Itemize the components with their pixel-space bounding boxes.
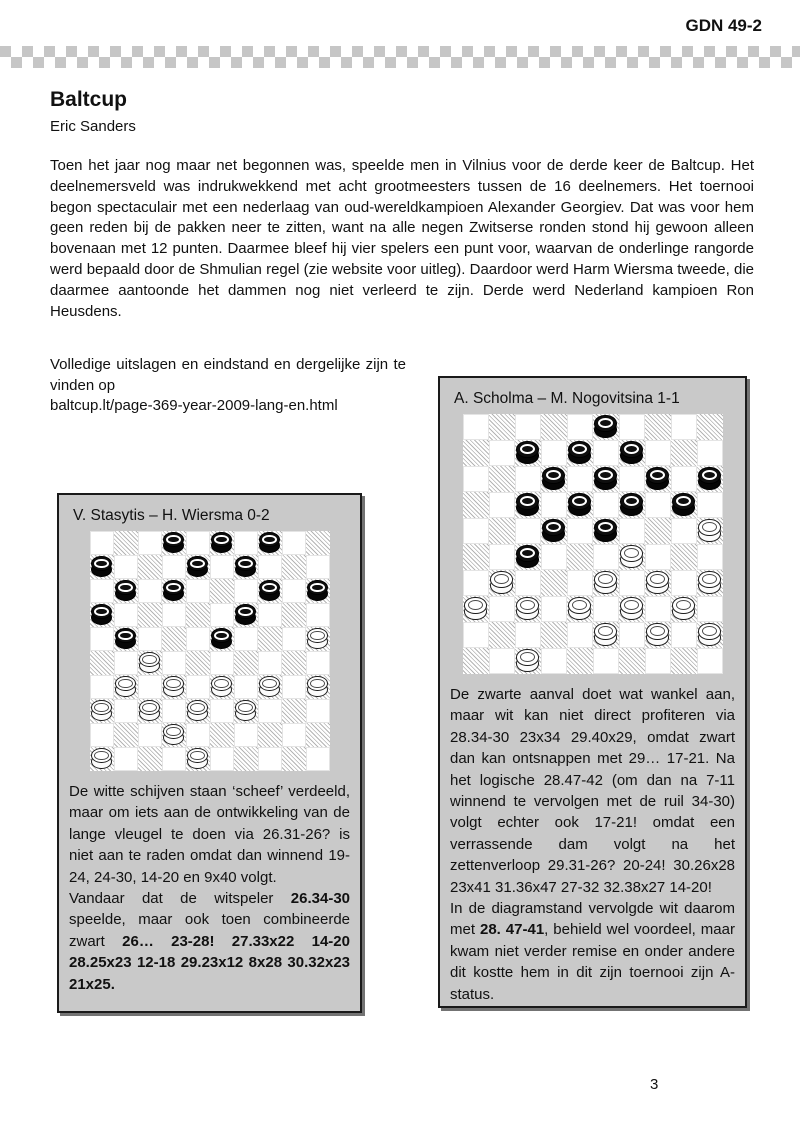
white-draughts-piece [594,623,616,646]
black-draughts-piece [594,467,616,490]
board-light-square [282,531,306,555]
board-dark-square [186,603,210,627]
board-light-square [463,466,489,492]
board-dark-square [567,492,593,518]
board-dark-square [645,466,671,492]
board-light-square [489,648,515,674]
board-dark-square [515,492,541,518]
board-light-square [541,544,567,570]
board-light-square [619,518,645,544]
board-light-square [541,492,567,518]
board-dark-square [258,579,282,603]
black-draughts-piece [568,493,590,516]
board-light-square [567,622,593,648]
board-light-square [114,699,138,723]
board-dark-square [671,648,697,674]
board-light-square [463,414,489,440]
board-light-square [114,747,138,771]
board-dark-square [258,675,282,699]
black-draughts-piece [542,467,564,490]
board-light-square [593,440,619,466]
board-light-square [186,579,210,603]
board-dark-square [162,627,186,651]
white-draughts-piece [91,748,112,769]
board-light-square [645,440,671,466]
board-dark-square [463,440,489,466]
board-dark-square [162,531,186,555]
board-dark-square [619,596,645,622]
board-dark-square [489,414,515,440]
article-author: Eric Sanders [50,118,136,135]
board-light-square [671,570,697,596]
board-dark-square [593,518,619,544]
black-draughts-piece [516,493,538,516]
board-light-square [671,414,697,440]
board-light-square [234,627,258,651]
board-dark-square [697,518,723,544]
board-light-square [234,531,258,555]
board-dark-square [114,723,138,747]
draughts-board [463,414,723,674]
board-dark-square [515,648,541,674]
board-dark-square [671,544,697,570]
white-draughts-piece [307,628,328,649]
board-light-square [619,570,645,596]
board-dark-square [258,531,282,555]
black-draughts-piece [516,545,538,568]
board-light-square [567,518,593,544]
white-draughts-piece [516,649,538,672]
results-note: Volledige uitslagen en eindstand en dergelijke zijn te vinden op [50,356,406,394]
board-light-square [619,622,645,648]
white-draughts-piece [211,676,232,697]
white-draughts-piece [698,623,720,646]
board-light-square [489,544,515,570]
board-light-square [186,627,210,651]
board-dark-square [619,440,645,466]
board-dark-square [697,414,723,440]
board-dark-square [463,544,489,570]
board-dark-square [463,596,489,622]
board-dark-square [258,627,282,651]
board-dark-square [234,699,258,723]
white-draughts-piece [490,571,512,594]
board-dark-square [258,723,282,747]
board-dark-square [671,492,697,518]
board-light-square [138,675,162,699]
black-draughts-piece [646,467,668,490]
black-draughts-piece [115,580,136,601]
issue-label: GDN 49-2 [685,16,762,35]
board-dark-square [697,622,723,648]
black-draughts-piece [594,519,616,542]
board-dark-square [282,555,306,579]
board-dark-square [210,675,234,699]
board-dark-square [463,648,489,674]
board-dark-square [114,531,138,555]
board-dark-square [593,414,619,440]
board-light-square [186,531,210,555]
white-draughts-piece [163,724,184,745]
board-dark-square [645,570,671,596]
board-light-square [306,699,330,723]
board-light-square [258,555,282,579]
results-link: baltcup.lt/page-369-year-2009-lang-en.html [50,397,338,414]
black-draughts-piece [516,441,538,464]
board-light-square [671,518,697,544]
diagram-analysis [69,781,350,995]
black-draughts-piece [91,604,112,625]
board-light-square [90,579,114,603]
board-light-square [515,622,541,648]
board-dark-square [567,648,593,674]
board-dark-square [489,466,515,492]
board-dark-square [541,570,567,596]
diagram-analysis [450,684,735,1005]
board-dark-square [234,651,258,675]
board-dark-square [90,555,114,579]
board-dark-square [114,579,138,603]
board-dark-square [282,747,306,771]
board-dark-square [282,699,306,723]
board-dark-square [138,699,162,723]
board-light-square [567,570,593,596]
diagram-title: V. Stasytis – H. Wiersma 0-2 [73,507,270,524]
white-draughts-piece [187,748,208,769]
board-light-square [186,675,210,699]
diagram-box-stasytis-wiersma [57,493,362,1013]
board-dark-square [593,466,619,492]
board-light-square [234,723,258,747]
diagram-title: A. Scholma – M. Nogovitsina 1-1 [454,390,680,407]
board-dark-square [645,518,671,544]
black-draughts-piece [163,580,184,601]
board-light-square [671,622,697,648]
board-light-square [138,723,162,747]
board-dark-square [186,555,210,579]
board-light-square [234,579,258,603]
board-dark-square [162,579,186,603]
board-light-square [463,570,489,596]
board-light-square [210,603,234,627]
black-draughts-piece [620,493,642,516]
board-light-square [593,492,619,518]
white-draughts-piece [646,571,668,594]
white-draughts-piece [163,676,184,697]
white-draughts-piece [698,571,720,594]
white-draughts-piece [620,545,642,568]
board-light-square [210,699,234,723]
board-light-square [210,747,234,771]
board-light-square [306,747,330,771]
intro-paragraph: Toen het jaar nog maar net begonnen was, speelde men in Vilnius voor de derde keer de Baltcup. Het deelnemersveld was indrukwekkend met acht grootmeesters tussen de 16 deelnemers. Het toernooi begon spectaculair met een nederlaag van oud-wereldkampioen Alexander Georgiev. Dat was voor hem geen reden bij de pakken neer te zitten, want na alle negen Zwitserse ronden stond hij gewoon alleen bovenaan met 12 punten. Daarmee bleef hij vier spelers een punt voor, waarvan de onderlinge rangorde werd bepaald door de Shmulian regel (zie website voor uitleg). Daardoor werd Harm Wiersma tweede, die daarmee aantoonde het dammen nog niet verleerd te zijn. Derde werd Nederland kampioen Ron Heusdens. [50,157,754,320]
board-light-square [697,492,723,518]
board-dark-square [619,648,645,674]
white-draughts-piece [568,597,590,620]
board-light-square [210,555,234,579]
board-light-square [114,555,138,579]
board-dark-square [210,723,234,747]
board-dark-square [489,518,515,544]
analysis-paragraph: In de diagramstand vervolgde wit daarom met 28. 47-41, behield wel voordeel, maar kwam niet verder remise en onder andere dit kostte hem in dit zijn toernooi zijn A-status. [450,900,735,1003]
board-dark-square [515,440,541,466]
board-dark-square [463,492,489,518]
board-dark-square [306,675,330,699]
white-draughts-piece [91,700,112,721]
board-light-square [186,723,210,747]
board-dark-square [186,699,210,723]
board-light-square [463,518,489,544]
white-draughts-piece [259,676,280,697]
board-dark-square [593,622,619,648]
white-draughts-piece [620,597,642,620]
board-light-square [541,440,567,466]
board-dark-square [541,622,567,648]
white-draughts-piece [235,700,256,721]
board-dark-square [541,466,567,492]
board-dark-square [114,675,138,699]
board-light-square [489,440,515,466]
board-light-square [619,466,645,492]
board-dark-square [697,570,723,596]
board-dark-square [306,531,330,555]
board-light-square [162,651,186,675]
board-light-square [645,596,671,622]
board-light-square [515,466,541,492]
board-dark-square [162,675,186,699]
board-dark-square [489,622,515,648]
board-dark-square [90,699,114,723]
board-light-square [697,596,723,622]
analysis-paragraph: De zwarte aanval doet wat wankel aan, maar wit kan niet direct profiteren via 28.34-30 23x34 29.40x29, omdat zwart dan kan ontsnappen met 29… 17-21. Na het logische 28.47-42 (om dan na 7-11 winnend te vervolgen met de ruil 34-30) volgt echter ook 17-21! omdat een verrassende dam volgt na het zettenverloop 29.31-26? 20-24! 30.26x28 23x41 31.36x47 27-32 32.38x27 14-20! [450,686,735,896]
analysis-paragraph: Vandaar dat de witspeler 26.34-30 speelde, maar ook toen combineerde zwart 26… 23-28! 27.33x22 14-20 28.25x23 12-18 29.23x12 8x28 30.32x23 21x25. [69,890,350,993]
board-dark-square [671,440,697,466]
board-dark-square [210,627,234,651]
board-light-square [593,648,619,674]
board-dark-square [306,579,330,603]
board-dark-square [138,603,162,627]
board-light-square [162,603,186,627]
board-light-square [162,699,186,723]
board-light-square [90,723,114,747]
black-draughts-piece [235,604,256,625]
board-dark-square [282,603,306,627]
board-light-square [282,675,306,699]
board-dark-square [186,651,210,675]
board-light-square [567,414,593,440]
black-draughts-piece [91,556,112,577]
board-light-square [645,492,671,518]
board-dark-square [234,603,258,627]
board-light-square [114,651,138,675]
white-draughts-piece [646,623,668,646]
checker-band-decoration [0,46,800,68]
draughts-board [90,531,330,771]
board-dark-square [671,596,697,622]
board-light-square [282,627,306,651]
black-draughts-piece [568,441,590,464]
board-light-square [258,747,282,771]
black-draughts-piece [163,532,184,553]
board-dark-square [138,555,162,579]
board-light-square [258,651,282,675]
board-light-square [306,555,330,579]
board-dark-square [593,570,619,596]
board-light-square [645,648,671,674]
board-light-square [619,414,645,440]
black-draughts-piece [594,415,616,438]
board-dark-square [306,723,330,747]
board-dark-square [186,747,210,771]
board-dark-square [306,627,330,651]
board-dark-square [210,531,234,555]
board-light-square [306,603,330,627]
black-draughts-piece [235,556,256,577]
board-dark-square [138,651,162,675]
board-dark-square [90,603,114,627]
board-dark-square [567,440,593,466]
board-light-square [90,627,114,651]
board-light-square [463,622,489,648]
board-dark-square [114,627,138,651]
board-light-square [515,570,541,596]
white-draughts-piece [464,597,486,620]
board-dark-square [619,544,645,570]
board-dark-square [234,747,258,771]
black-draughts-piece [259,532,280,553]
black-draughts-piece [259,580,280,601]
white-draughts-piece [698,519,720,542]
white-draughts-piece [139,700,160,721]
board-dark-square [645,414,671,440]
board-light-square [282,723,306,747]
board-dark-square [541,518,567,544]
board-light-square [697,440,723,466]
white-draughts-piece [516,597,538,620]
white-draughts-piece [115,676,136,697]
white-draughts-piece [307,676,328,697]
board-light-square [515,414,541,440]
board-light-square [567,466,593,492]
board-light-square [697,648,723,674]
board-dark-square [234,555,258,579]
board-dark-square [282,651,306,675]
board-light-square [258,603,282,627]
board-light-square [671,466,697,492]
black-draughts-piece [542,519,564,542]
white-draughts-piece [139,652,160,673]
white-draughts-piece [672,597,694,620]
board-light-square [90,675,114,699]
board-dark-square [489,570,515,596]
diagram-box-scholma-nogovitsina [438,376,747,1008]
black-draughts-piece [115,628,136,649]
black-draughts-piece [698,467,720,490]
white-draughts-piece [594,571,616,594]
board-light-square [210,651,234,675]
board-dark-square [697,466,723,492]
board-dark-square [90,747,114,771]
board-light-square [306,651,330,675]
board-dark-square [90,651,114,675]
board-light-square [90,531,114,555]
board-light-square [541,596,567,622]
board-light-square [515,518,541,544]
board-light-square [114,603,138,627]
board-light-square [162,747,186,771]
board-light-square [258,699,282,723]
board-dark-square [619,492,645,518]
board-dark-square [210,579,234,603]
page-number: 3 [650,1076,659,1093]
board-light-square [489,492,515,518]
board-light-square [138,627,162,651]
black-draughts-piece [307,580,328,601]
board-dark-square [515,544,541,570]
black-draughts-piece [672,493,694,516]
board-light-square [593,544,619,570]
board-dark-square [541,414,567,440]
board-light-square [234,675,258,699]
board-dark-square [567,596,593,622]
board-light-square [697,544,723,570]
white-draughts-piece [187,700,208,721]
board-light-square [282,579,306,603]
board-light-square [162,555,186,579]
board-dark-square [645,622,671,648]
board-light-square [645,544,671,570]
black-draughts-piece [620,441,642,464]
black-draughts-piece [187,556,208,577]
board-light-square [138,531,162,555]
board-light-square [541,648,567,674]
board-light-square [138,579,162,603]
board-dark-square [515,596,541,622]
black-draughts-piece [211,532,232,553]
board-dark-square [567,544,593,570]
board-light-square [489,596,515,622]
black-draughts-piece [211,628,232,649]
article-title: Baltcup [50,88,128,111]
board-dark-square [138,747,162,771]
board-light-square [593,596,619,622]
analysis-paragraph: De witte schijven staan ‘scheef’ verdeeld, maar om iets aan de ontwikkeling van de lange vleugel te doen via 26.31-26? is niet aan te raden omdat dan winnend 19-24, 24-30, 14-20 en 9x40 volgt. [69,783,350,886]
board-dark-square [162,723,186,747]
